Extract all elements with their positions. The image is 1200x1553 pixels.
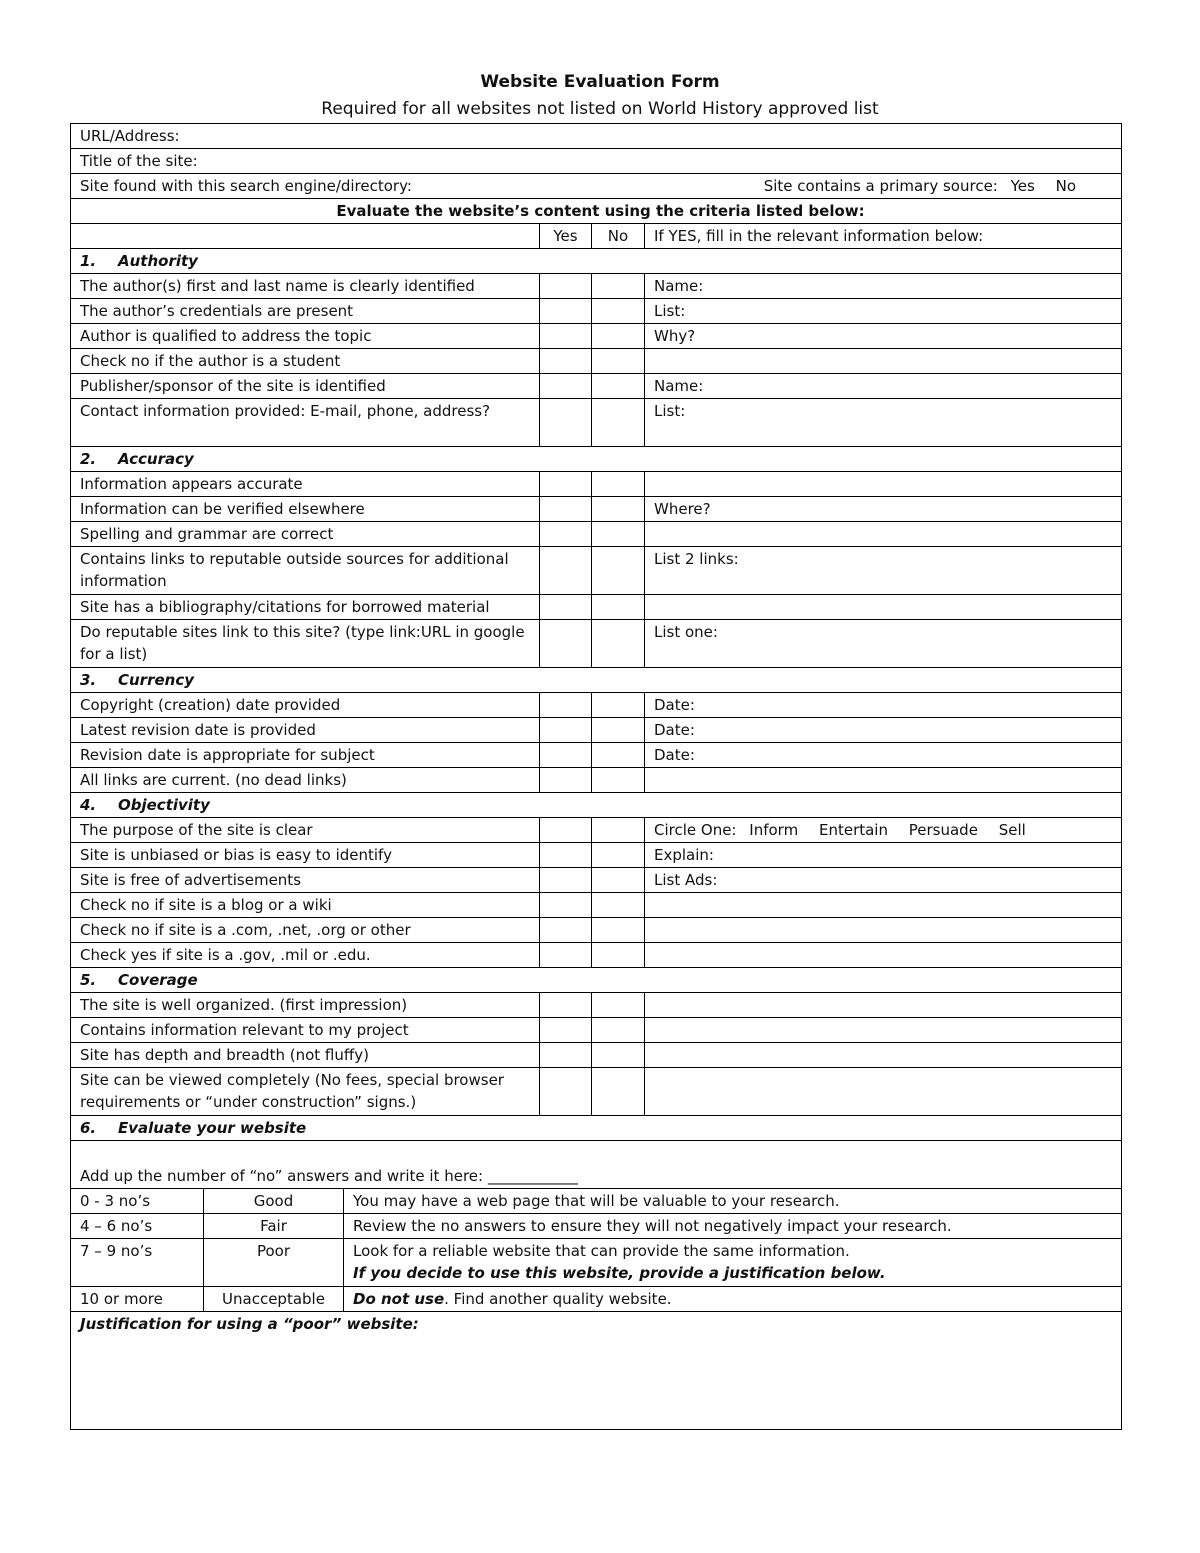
yes-checkbox[interactable]	[540, 299, 592, 324]
criteria-label: The purpose of the site is clear	[71, 818, 540, 843]
scale-description: . Find another quality website.	[444, 1290, 672, 1308]
criteria-label: Do reputable sites link to this site? (type link:URL in google for a list)	[71, 620, 540, 668]
yes-checkbox[interactable]	[540, 595, 592, 620]
scale-range: 0 - 3 no’s	[71, 1189, 204, 1214]
criteria-label: Check no if site is a .com, .net, .org or other	[71, 918, 540, 943]
yes-checkbox[interactable]	[540, 522, 592, 547]
criteria-label: Site is unbiased or bias is easy to identify	[71, 843, 540, 868]
criteria-label: Contains information relevant to my project	[71, 1018, 540, 1043]
form-title: Website Evaluation Form	[480, 72, 720, 92]
yes-checkbox[interactable]	[540, 349, 592, 374]
criteria-label: Latest revision date is provided	[71, 718, 540, 743]
criteria-label: The author(s) first and last name is clearly identified	[71, 274, 540, 299]
info-field[interactable]	[645, 1068, 1122, 1116]
justification-field[interactable]	[71, 1312, 1122, 1430]
yes-checkbox[interactable]	[540, 497, 592, 522]
no-checkbox[interactable]	[592, 522, 645, 547]
yes-checkbox[interactable]	[540, 1018, 592, 1043]
purpose-option-entertain[interactable]: Entertain	[818, 821, 888, 839]
yes-checkbox[interactable]	[540, 893, 592, 918]
info-field[interactable]: Date:	[645, 693, 1122, 718]
info-field[interactable]	[645, 595, 1122, 620]
no-checkbox[interactable]	[592, 943, 645, 968]
primary-source-no[interactable]: No	[1055, 177, 1077, 195]
criteria-label: Copyright (creation) date provided	[71, 693, 540, 718]
info-field[interactable]	[645, 472, 1122, 497]
no-checkbox[interactable]	[592, 324, 645, 349]
purpose-option-persuade[interactable]: Persuade	[908, 821, 978, 839]
no-checkbox[interactable]	[592, 718, 645, 743]
scale-description-unacceptable	[344, 1287, 1122, 1312]
criteria-label: Information can be verified elsewhere	[71, 497, 540, 522]
scale-rating: Poor	[204, 1239, 344, 1287]
info-field[interactable]: Date:	[645, 743, 1122, 768]
no-checkbox[interactable]	[592, 595, 645, 620]
section-accuracy: 2. Accuracy	[71, 447, 1122, 472]
criteria-label: Spelling and grammar are correct	[71, 522, 540, 547]
info-field[interactable]	[645, 1043, 1122, 1068]
no-checkbox[interactable]	[592, 620, 645, 668]
evaluation-table	[70, 123, 1122, 1189]
criteria-header: Evaluate the website’s content using the criteria listed below:	[71, 199, 1122, 224]
scale-justification-note: If you decide to use this website, provide a justification below.	[353, 1264, 886, 1282]
primary-source-yes[interactable]: Yes	[1010, 177, 1035, 195]
info-field[interactable]	[645, 1018, 1122, 1043]
yes-checkbox[interactable]	[540, 768, 592, 793]
criteria-label: Revision date is appropriate for subject	[71, 743, 540, 768]
yes-checkbox[interactable]	[540, 547, 592, 595]
primary-source-group	[764, 175, 1121, 197]
scale-description: Review the no answers to ensure they will not negatively impact your research.	[344, 1214, 1122, 1239]
no-checkbox[interactable]	[592, 818, 645, 843]
no-checkbox[interactable]	[592, 472, 645, 497]
form-subtitle: Required for all websites not listed on World History approved list	[321, 99, 879, 119]
yes-checkbox[interactable]	[540, 620, 592, 668]
yes-checkbox[interactable]	[540, 399, 592, 447]
no-checkbox[interactable]	[592, 843, 645, 868]
yes-checkbox[interactable]	[540, 274, 592, 299]
column-header-blank	[71, 224, 540, 249]
criteria-label: Site is free of advertisements	[71, 868, 540, 893]
info-field[interactable]: Name:	[645, 374, 1122, 399]
no-checkbox[interactable]	[592, 497, 645, 522]
criteria-label: The site is well organized. (first impression)	[71, 993, 540, 1018]
yes-checkbox[interactable]	[540, 918, 592, 943]
info-field[interactable]: Date:	[645, 718, 1122, 743]
yes-checkbox[interactable]	[540, 818, 592, 843]
info-field[interactable]	[645, 893, 1122, 918]
url-field[interactable]: URL/Address:	[71, 124, 1122, 149]
scale-range: 10 or more	[71, 1287, 204, 1312]
no-checkbox[interactable]	[592, 768, 645, 793]
info-field[interactable]	[645, 918, 1122, 943]
yes-checkbox[interactable]	[540, 324, 592, 349]
no-checkbox[interactable]	[592, 993, 645, 1018]
yes-checkbox[interactable]	[540, 718, 592, 743]
no-checkbox[interactable]	[592, 274, 645, 299]
criteria-label: Site has a bibliography/citations for borrowed material	[71, 595, 540, 620]
criteria-label: Contact information provided: E-mail, phone, address?	[71, 399, 540, 447]
info-field[interactable]: List Ads:	[645, 868, 1122, 893]
yes-checkbox[interactable]	[540, 1068, 592, 1116]
criteria-label: The author’s credentials are present	[71, 299, 540, 324]
scale-description-poor	[344, 1239, 1122, 1287]
search-engine-field[interactable]	[71, 174, 1122, 199]
no-checkbox[interactable]	[592, 893, 645, 918]
info-field[interactable]	[645, 522, 1122, 547]
yes-checkbox[interactable]	[540, 843, 592, 868]
info-field[interactable]: Why?	[645, 324, 1122, 349]
site-title-field[interactable]: Title of the site:	[71, 149, 1122, 174]
yes-checkbox[interactable]	[540, 1043, 592, 1068]
info-field[interactable]: List one:	[645, 620, 1122, 668]
criteria-label: Contains links to reputable outside sources for additional information	[71, 547, 540, 595]
rating-scale-table	[70, 1188, 1122, 1430]
section-objectivity: 4. Objectivity	[71, 793, 1122, 818]
scale-range: 4 – 6 no’s	[71, 1214, 204, 1239]
no-checkbox[interactable]	[592, 918, 645, 943]
yes-checkbox[interactable]	[540, 943, 592, 968]
purpose-circle-field[interactable]	[645, 818, 1122, 843]
column-header-info: If YES, fill in the relevant information below:	[645, 224, 1122, 249]
scale-description: Look for a reliable website that can provide the same information.	[353, 1242, 850, 1260]
section-currency: 3. Currency	[71, 668, 1122, 693]
criteria-label: Author is qualified to address the topic	[71, 324, 540, 349]
search-engine-label: Site found with this search engine/directory:	[80, 177, 412, 195]
criteria-label: All links are current. (no dead links)	[71, 768, 540, 793]
no-checkbox[interactable]	[592, 1068, 645, 1116]
no-checkbox[interactable]	[592, 349, 645, 374]
info-field[interactable]: List:	[645, 399, 1122, 447]
circle-one-label: Circle One:	[654, 821, 737, 839]
no-checkbox[interactable]	[592, 1043, 645, 1068]
no-checkbox[interactable]	[592, 743, 645, 768]
no-checkbox[interactable]	[592, 399, 645, 447]
section-evaluate: 6. Evaluate your website	[71, 1116, 1122, 1141]
info-field[interactable]: List 2 links:	[645, 547, 1122, 595]
no-checkbox[interactable]	[592, 1018, 645, 1043]
scale-range: 7 – 9 no’s	[71, 1239, 204, 1287]
criteria-label: Check yes if site is a .gov, .mil or .edu.	[71, 943, 540, 968]
no-checkbox[interactable]	[592, 547, 645, 595]
scale-rating: Fair	[204, 1214, 344, 1239]
column-header-no: No	[592, 224, 645, 249]
info-field[interactable]: Explain:	[645, 843, 1122, 868]
info-field[interactable]: List:	[645, 299, 1122, 324]
yes-checkbox[interactable]	[540, 993, 592, 1018]
no-checkbox[interactable]	[592, 374, 645, 399]
info-field[interactable]	[645, 349, 1122, 374]
scale-description: You may have a web page that will be valuable to your research.	[344, 1189, 1122, 1214]
criteria-label: Site has depth and breadth (not fluffy)	[71, 1043, 540, 1068]
info-field[interactable]	[645, 993, 1122, 1018]
yes-checkbox[interactable]	[540, 472, 592, 497]
yes-checkbox[interactable]	[540, 374, 592, 399]
primary-source-label: Site contains a primary source:	[763, 177, 998, 195]
scale-rating: Unacceptable	[204, 1287, 344, 1312]
purpose-option-inform[interactable]: Inform	[749, 821, 799, 839]
criteria-label: Publisher/sponsor of the site is identified	[71, 374, 540, 399]
no-checkbox[interactable]	[592, 868, 645, 893]
no-count-field[interactable]: Add up the number of “no” answers and write it here: ____________	[71, 1141, 1122, 1189]
purpose-option-sell[interactable]: Sell	[998, 821, 1026, 839]
scale-rating: Good	[204, 1189, 344, 1214]
yes-checkbox[interactable]	[540, 868, 592, 893]
yes-checkbox[interactable]	[540, 743, 592, 768]
criteria-label: Information appears accurate	[71, 472, 540, 497]
info-field[interactable]: Where?	[645, 497, 1122, 522]
info-field[interactable]: Name:	[645, 274, 1122, 299]
section-coverage: 5. Coverage	[71, 968, 1122, 993]
no-checkbox[interactable]	[592, 299, 645, 324]
yes-checkbox[interactable]	[540, 693, 592, 718]
criteria-label: Site can be viewed completely (No fees, special browser requirements or “under construction” signs.)	[71, 1068, 540, 1116]
criteria-label: Check no if site is a blog or a wiki	[71, 893, 540, 918]
no-checkbox[interactable]	[592, 693, 645, 718]
section-authority: 1. Authority	[71, 249, 1122, 274]
justification-label: Justification for using a “poor” website:	[80, 1315, 419, 1333]
criteria-label: Check no if the author is a student	[71, 349, 540, 374]
info-field[interactable]	[645, 943, 1122, 968]
info-field[interactable]	[645, 768, 1122, 793]
column-header-yes: Yes	[540, 224, 592, 249]
do-not-use-label: Do not use	[353, 1290, 445, 1308]
